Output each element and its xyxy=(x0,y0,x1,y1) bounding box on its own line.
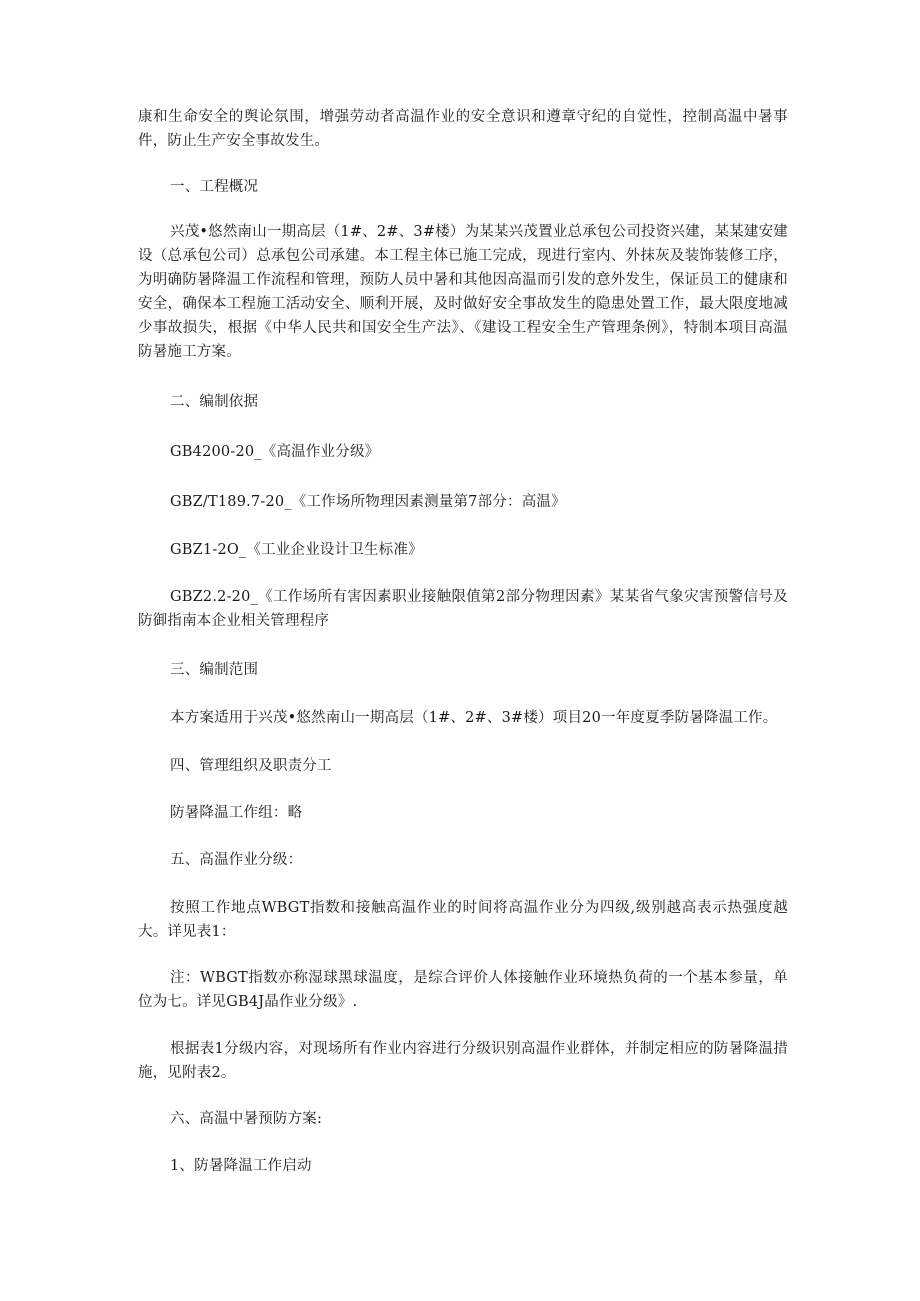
wbgt-note-paragraph: 注：WBGT指数亦称湿球黑球温度，是综合评价人体接触作业环境热负荷的一个基本参量，单位为七。详见GB4J晶作业分级》. xyxy=(138,970,788,1010)
section-heading-6: 六、高温中暑预防方案: xyxy=(170,1111,323,1127)
section-heading-5: 五、高温作业分级： xyxy=(170,852,303,868)
standard-item-1: GB4200-20_《高温作业分级》 xyxy=(170,444,380,460)
measures-paragraph: 根据表1分级内容，对现场所有作业内容进行分级识别高温作业群体，并制定相应的防暑降温措施，见附表2。 xyxy=(138,1041,788,1081)
working-group-paragraph: 防暑降温工作组：略 xyxy=(170,805,303,821)
subsection-heading-1: 1、防暑降温工作启动 xyxy=(170,1158,312,1174)
section-heading-4: 四、管理组织及职责分工 xyxy=(170,758,332,774)
section-heading-2: 二、编制依据 xyxy=(170,394,259,410)
project-overview-paragraph: 兴茂•悠然南山一期高层（1#、2#、3#楼）为某某兴茂置业总承包公司投资兴建，某某建安建设（总承包公司）总承包公司承建。本工程主体已施工完成，现进行室内、外抹灰及装饰装修工序，为明确防暑降温工作流程和管理，预防人员中暑和其他因高温而引发的意外发生，保证员工的健康和安全，确保本工程施工活动安全、顺利开展，及时做好安全事故发生的隐患处置工作，最大限度地减少事故损失，根据《中华人民共和国安全生产法》、《建设工程安全生产管理条例》，特制本项目高温防暑施工方案。 xyxy=(138,224,788,360)
standard-item-2: GBZ/T189.7-20_《工作场所物理因素测量第7部分：高温》 xyxy=(170,494,566,510)
classification-paragraph: 按照工作地点WBGT指数和接触高温作业的时间将高温作业分为四级,级别越高表示热强度越大。详见表1： xyxy=(138,900,788,940)
standard-item-4: GBZ2.2-20_《工作场所有害因素职业接触限值第2部分物理因素》某某省气象灾害预警信号及防御指南本企业相关管理程序 xyxy=(138,589,788,629)
standard-item-3: GBZ1-2O_《工业企业设计卫生标准》 xyxy=(170,542,423,558)
scope-paragraph: 本方案适用于兴茂•悠然南山一期高层（1#、2#、3#楼）项目20一年度夏季防暑降温工作。 xyxy=(170,710,778,726)
section-heading-3: 三、编制范围 xyxy=(170,662,259,678)
intro-paragraph: 康和生命安全的舆论氛围，增强劳动者高温作业的安全意识和遵章守纪的自觉性，控制高温中暑事件，防止生产安全事故发生。 xyxy=(138,109,788,149)
section-heading-1: 一、工程概况 xyxy=(170,179,259,195)
document-page xyxy=(138,0,788,1301)
